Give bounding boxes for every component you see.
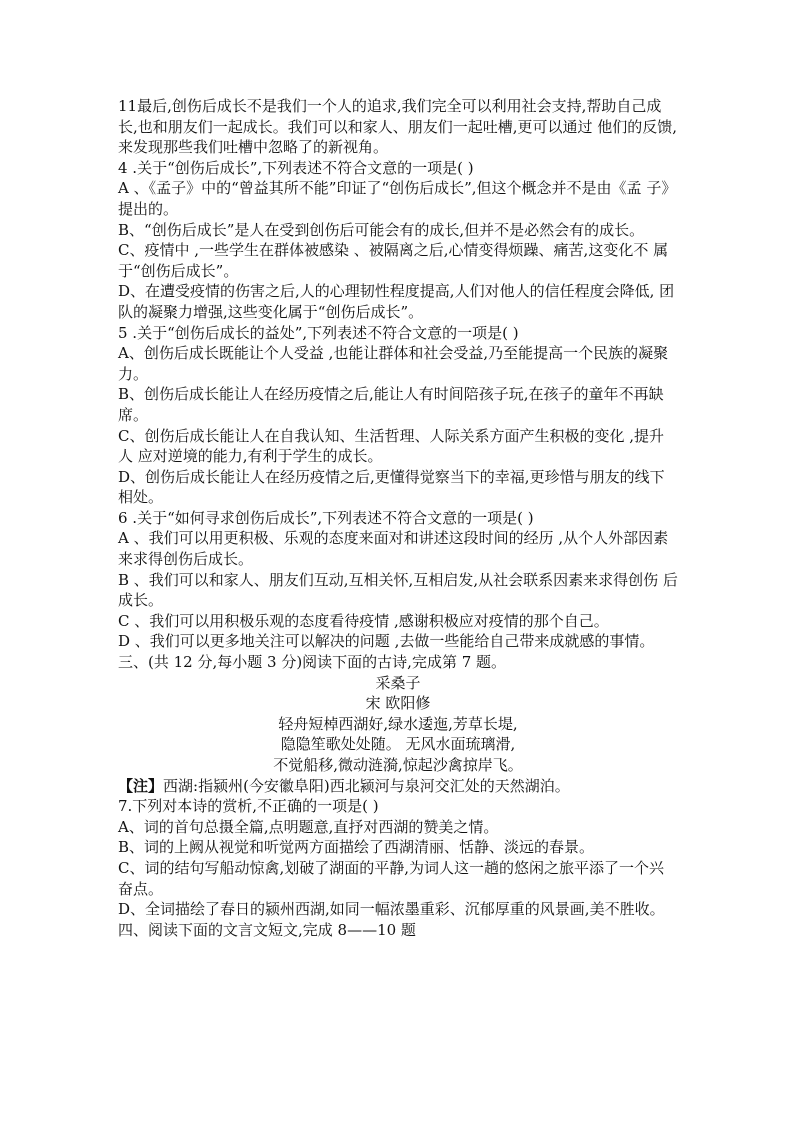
option-d: D 、我们可以更多地关注可以解决的问题 ,去做一些能给自己带来成就感的事情。	[118, 632, 655, 651]
option-a: A、创伤后成长既能让个人受益 ,也能让群体和社会受益,乃至能提高一个民族的凝聚 力。	[118, 344, 669, 383]
option-d: D、在遭受疫情的伤害之后,人的心理韧性程度提高,人们对他人的信任程度会降低, 团队的凝聚力增强,这些变化属于“创伤后成长”。	[118, 282, 675, 321]
question-5	[118, 323, 678, 508]
option-c: C、创伤后成长能让人在自我认知、生活哲理、人际关系方面产生积极的变化 ,提升人 应对逆境的能力,有利于学生的成长。	[118, 426, 665, 466]
section-3-heading: 三、(共 12 分,每小题 3 分)阅读下面的古诗,完成第 7 题。	[118, 653, 507, 672]
option-d: D、创伤后成长能让人在经历疫情之后,更懂得觉察当下的幸福,更珍惜与朋友的线下 相处。	[118, 467, 665, 507]
question-stem: 6 .关于“如何寻求创伤后成长”,下列表述不符合文意的一项是( )	[118, 508, 534, 527]
option-d: D、全词描绘了春日的颍州西湖,如同一幅浓墨重彩、沉郁厚重的风景画,美不胜收。	[118, 900, 665, 919]
question-7	[118, 796, 678, 920]
option-b: B、“创伤后成长”是人在受到创伤后可能会有的成长,但并不是必然会有的成长。	[118, 220, 645, 239]
question-stem: 7.下列对本诗的赏析,不正确的一项是( )	[118, 797, 379, 816]
option-b: B 、我们可以和家人、朋友们互动,互相关怀,互相启发,从社会联系因素来求得创伤 后成长。	[118, 570, 678, 610]
option-b: B、创伤后成长能让人在经历疫情之后,能让人有时间陪孩子玩,在孩子的童年不再缺 席。	[118, 385, 664, 424]
option-a: A 、《孟子》中的“曾益其所不能”印证了“创伤后成长”,但这个概念并不是由《孟 子》提出的。	[118, 179, 677, 218]
poem-line: 隐隐笙歌处处随。 无风水面琉璃滑,	[280, 735, 516, 754]
note-text: 西湖:指颍州(今安徽阜阳)西北颍河与泉河交汇处的天然湖泊。	[163, 776, 570, 795]
poem	[118, 673, 678, 776]
section-4-heading: 四、阅读下面的文言文短文,完成 8——10 题	[118, 920, 416, 939]
option-a: A 、我们可以用更积极、乐观的态度来面对和讲述这段时间的经历 ,从个人外部因素 来求得创伤后成长。	[118, 529, 669, 569]
poem-author: 宋 欧阳修	[365, 694, 431, 713]
question-stem: 4 .关于“创伤后成长”,下列表述不符合文意的一项是( )	[118, 158, 474, 177]
poem-title: 采桑子	[375, 673, 421, 692]
passage-paragraph-11: 11最后,创伤后成长不是我们一个人的追求,我们完全可以利用社会支持,帮助自己成长,也和朋友们一起成长。我们可以和家人、朋友们一起吐槽,更可以通过 他们的反馈,来发现那些我们吐槽中忽略了的新视角。	[118, 97, 678, 157]
poem-line: 不觉船移,微动涟漪,惊起沙禽掠岸飞。	[273, 756, 523, 774]
question-stem: 5 .关于“创伤后成长的益处”,下列表述不符合文意的一项是( )	[118, 323, 519, 342]
option-c: C、疫情中 ,一些学生在群体被感染 、被隔离之后,心情变得烦躁、痛苦,这变化不 属于“创伤后成长”。	[118, 241, 669, 280]
question-6	[118, 508, 678, 652]
document-body	[118, 96, 678, 940]
option-a: A、词的首句总摄全篇,点明题意,直抒对西湖的赞美之情。	[118, 817, 499, 836]
poem-line: 轻舟短棹西湖好,绿水逶迤,芳草长堤,	[278, 714, 518, 733]
poem-note	[118, 776, 678, 797]
option-c: C 、我们可以用积极乐观的态度看待疫情 ,感谢积极应对疫情的那个自己。	[118, 611, 609, 630]
note-tag: 【注】	[118, 776, 164, 795]
option-c: C、词的结句写船动惊禽,划破了湖面的平静,为词人这一趟的悠闲之旅平添了一个兴 奋点。	[118, 858, 665, 898]
question-4	[118, 158, 678, 323]
option-b: B、词的上阙从视觉和听觉两方面描绘了西湖清丽、恬静、淡远的春景。	[118, 838, 595, 857]
